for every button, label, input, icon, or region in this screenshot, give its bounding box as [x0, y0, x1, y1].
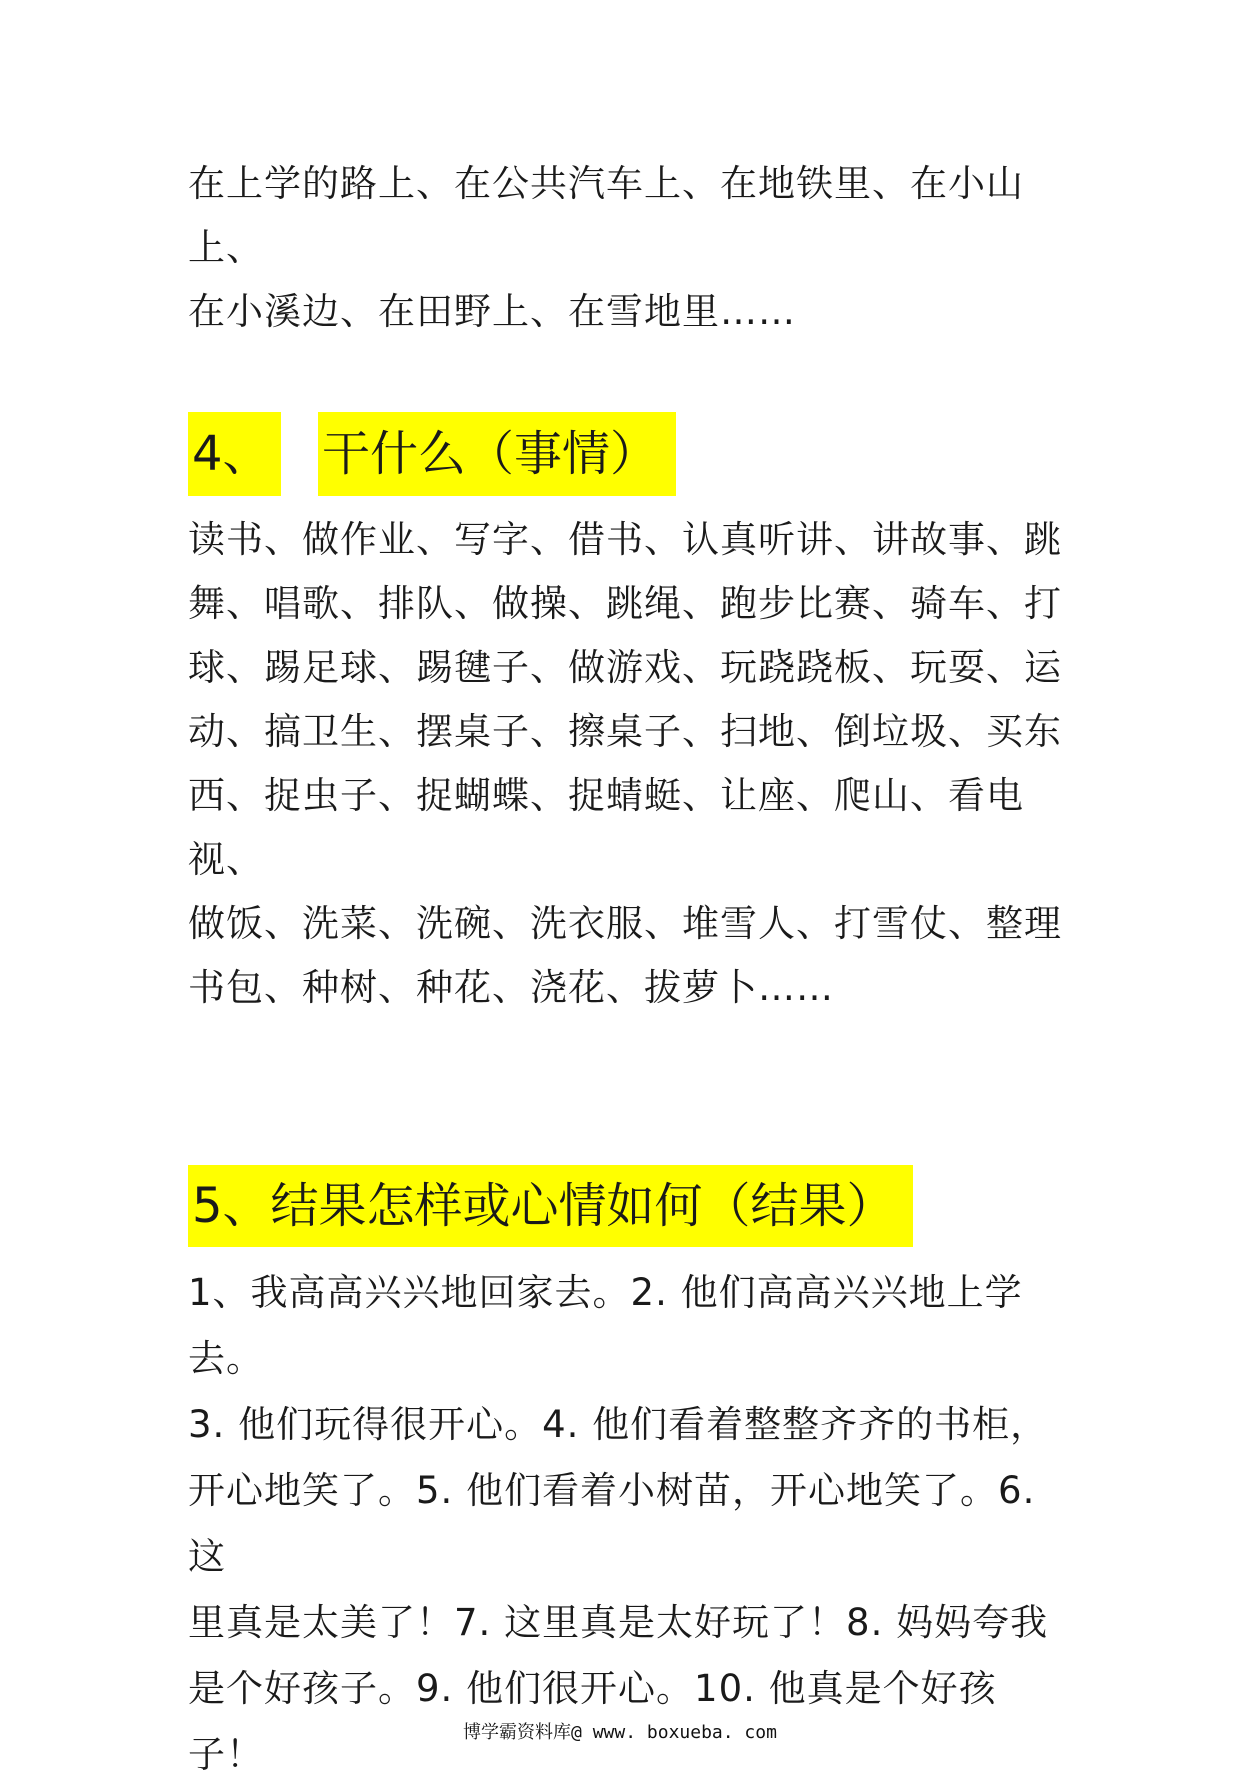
activities-list-text: 读书、做作业、写字、借书、认真听讲、讲故事、跳 舞、唱歌、排队、做操、跳绳、跑步比赛、骑车、打 球、踢足球、踢毽子、做游戏、玩跷跷板、玩耍、运 动、搞卫生、摆桌子、擦桌子、扫地、倒垃圾、买东 西、捉虫子、捉蝴蝶、捉蜻蜓、让座、爬山、看电视、 做饭、洗菜、洗碗、洗衣服、堆雪人、打雪仗、整理 书包、种树、种花、浇花、拔萝卜…… — [188, 518, 1062, 1009]
section-4-title: 干什么（事情） — [318, 412, 676, 496]
section-5-heading: 5、结果怎样或心情如何（结果） — [188, 1165, 913, 1247]
places-list-text: 在上学的路上、在公共汽车上、在地铁里、在小山上、 在小溪边、在田野上、在雪地里…… — [188, 162, 1024, 333]
results-list-text: 1、我高高兴兴地回家去。2. 他们高高兴兴地上学去。 3. 他们玩得很开心。4. 他们看着整整齐齐的书柜， 开心地笑了。5. 他们看着小树苗，开心地笑了。6. 这 里真是太美了！7. 这里真是太好玩了！8. 妈妈夸我 是个好孩子。9. 他们很开心。10. 他真是个好孩子！ — [188, 1271, 1049, 1776]
section-4-number: 4、 — [188, 412, 281, 496]
footer-watermark: 博学霸资料库@ www. boxueba. com — [463, 1722, 777, 1743]
